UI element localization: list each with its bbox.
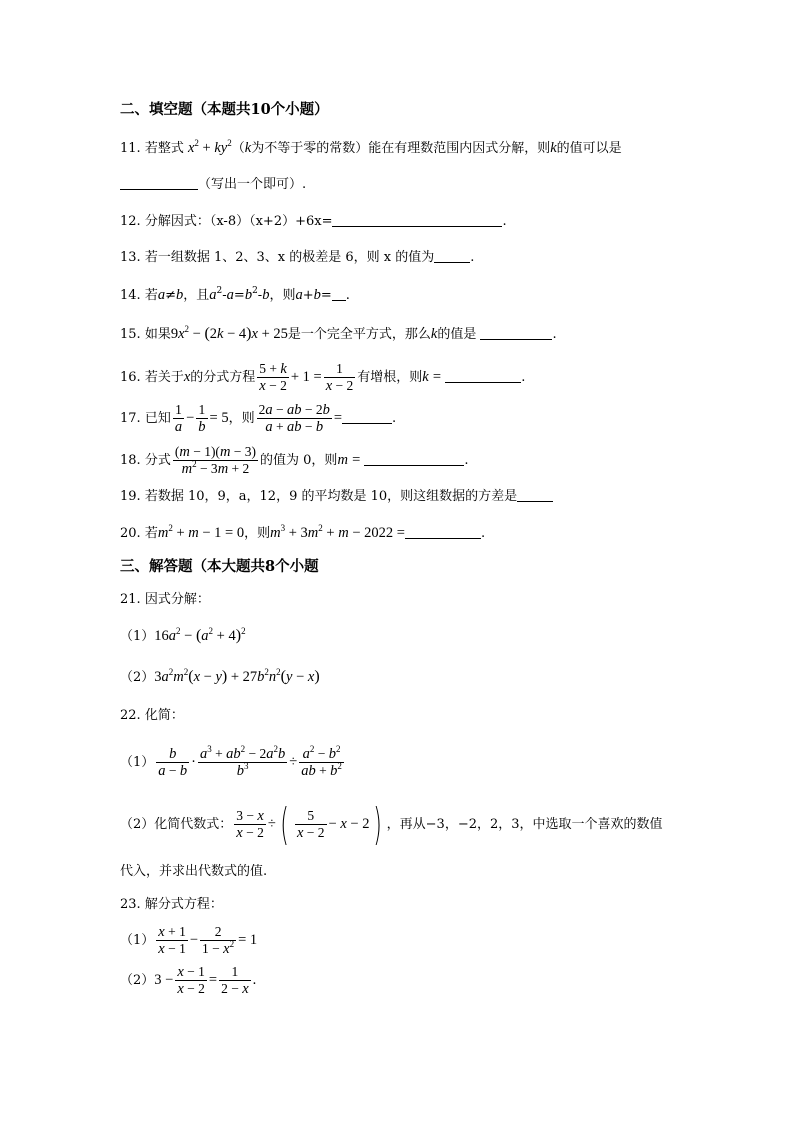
fraction: $\frac{b}{a - b}$: [158, 746, 188, 779]
fraction: $\frac{1}{2 - x}$: [221, 964, 249, 997]
answer-blank[interactable]: [332, 212, 502, 227]
question-11: 11. 若整式 $x^2 + ky^2(k$为不等于零的常数）能在有理数范围内因式分解，则k的值可以是: [120, 138, 622, 156]
q17-text-a: 已知: [144, 411, 171, 426]
fraction: $\frac{x - 1}{x - 2}$: [177, 964, 205, 997]
q22-number: 22.: [120, 708, 141, 723]
fraction: $\frac{1}{x - 2}$: [325, 361, 354, 394]
answer-blank[interactable]: [445, 368, 521, 383]
q13-number: 13.: [120, 250, 141, 265]
q13-end: .: [470, 250, 475, 265]
question-17: 17. 已知 $\frac{1}{a}$ − $\frac{1}{b}$ = 5，则 $\frac{2a - ab - 2b}{a + ab - b}$ = .: [120, 402, 397, 435]
q23-number: 23.: [120, 897, 141, 912]
answer-blank[interactable]: [120, 175, 198, 190]
q14-text-a: 若: [144, 288, 158, 303]
question-16: 16. 若关于x的分式方程 $\frac{5 + k}{x - 2}$ + 1 = $\frac{1}{x - 2}$ 有增根，则k = .: [120, 361, 526, 394]
question-23-part2: （2）3 − $\frac{x - 1}{x - 2}$ = $\frac{1}{2 - x}$ .: [120, 964, 257, 997]
question-21-part1: $(1)16a^2 - (a^2 + 4)^2$: [120, 626, 246, 644]
q21-p2-label: （2）: [120, 670, 155, 685]
q11-expression: $x^2 + ky^2$: [187, 138, 232, 156]
q20-text-b: ，则: [244, 526, 271, 541]
q23-text: 解分式方程：: [144, 897, 223, 912]
question-14: 14. 若a≠b，且$a^2-a=b^2-b$，则a+b= .: [120, 286, 350, 303]
fraction: $\frac{(m - 1)(m - 3)}{m^2 - 3m + 2}$: [174, 444, 257, 477]
fraction: $\frac{1}{b}$: [198, 402, 206, 435]
q22-p2-text-b: ，再从−3，−2，2，3，中选取一个喜欢的数值: [386, 817, 663, 832]
fraction: $\frac{2}{1 - x^2}$: [202, 924, 235, 957]
q11-text-b: （: [231, 141, 245, 156]
section-title-answer: 三、解答题（本大题共8个小题: [120, 558, 319, 575]
question-15: 15. 如果$9x^2 - (2k - 4)x + 25$是一个完全平方式，那么k的值是 .: [120, 324, 557, 342]
question-12: [120, 212, 507, 232]
question-22-part2-line2: [120, 862, 267, 882]
q16-text-a: 若关于: [144, 370, 184, 385]
fraction: $\frac{x + 1}{x - 1}$: [158, 924, 186, 957]
q22-p2-text-c: 代入，并求出代数式的值.: [120, 864, 268, 879]
q15-expression: $9x^2 - (2k - 4)x + 25$: [170, 324, 288, 342]
question-11-line2: [120, 175, 306, 195]
q13-text: 若一组数据 1、2、3、x 的极差是 6，则 x 的值为: [144, 250, 435, 265]
question-21-part2: $(2)3a^2m^2(x - y) + 27b^2n^2(y - x)$: [120, 667, 320, 685]
q11-text-c: 为不等于零的常数）能在有理数范围内因式分解，则: [251, 141, 551, 156]
q23-p1-label: （1）: [120, 933, 155, 948]
q11-number: 11.: [120, 141, 141, 156]
question-22-part1: （1） $\frac{b}{a - b}$ · $\frac{a^3 + ab^2 - 2a^2b}{b^3}$ ÷ $\frac{a^2 - b^2}{ab + b^2}$: [120, 744, 342, 779]
q22-p2-label: （2）化简代数式：: [120, 817, 233, 832]
q22-text: 化简：: [144, 708, 184, 723]
answer-blank[interactable]: [517, 487, 553, 502]
question-20: 20. 若$m^2 + m - 1 = 0$，则$m^3 + 3m^2 + m - 2022$ = .: [120, 523, 486, 541]
q15-number: 15.: [120, 327, 141, 342]
answer-blank[interactable]: [405, 524, 481, 539]
answer-blank[interactable]: [434, 248, 470, 263]
q18-end: .: [464, 453, 469, 468]
question-23-part1: （1） $\frac{x + 1}{x - 1}$ − $\frac{2}{1 - x^2}$ = 1: [120, 924, 258, 957]
q19-number: 19.: [120, 489, 141, 504]
q14-text-d: =: [320, 288, 332, 303]
fraction: $\frac{a^2 - b^2}{ab + b^2}$: [301, 744, 342, 779]
q19-text: 若数据 10，9，a，12，9 的平均数是 10，则这组数据的方差是: [144, 489, 518, 504]
q18-number: 18.: [120, 453, 141, 468]
answer-blank[interactable]: [332, 286, 346, 301]
fraction: $\frac{2a - ab - 2b}{a + ab - b}$: [258, 402, 330, 435]
q20-number: 20.: [120, 526, 141, 541]
q17-number: 17.: [120, 411, 141, 426]
q15-text-a: 如果: [144, 327, 171, 342]
fraction: $\frac{3 - x}{x - 2}$: [236, 808, 264, 841]
q11-text-a: 若整式: [144, 141, 184, 156]
question-22: [120, 706, 184, 726]
q15-text-c: 的值是: [437, 327, 477, 342]
question-21: [120, 590, 210, 610]
question-22-part2: （2）化简代数式： $\frac{3 - x}{x - 2}$ ÷( $\frac{5}{x - 2}$ − x − 2) ，再从−3，−2，2，3，中选取一个喜欢的数值: [120, 798, 663, 850]
q16-text-c: 有增根，则: [357, 370, 423, 385]
question-13: [120, 248, 474, 268]
question-19: [120, 487, 553, 507]
q21-number: 21.: [120, 592, 141, 607]
q22-p1-label: （1）: [120, 755, 155, 770]
q21-text: 因式分解：: [144, 592, 210, 607]
q12-text: 分解因式：（x-8）（x+2）+6x=: [144, 214, 333, 229]
section-title-fill-blank: 二、填空题（本题共10个小题）: [120, 101, 329, 118]
q21-p1-label: （1）: [120, 629, 155, 644]
fraction: $\frac{5 + k}{x - 2}$: [259, 361, 287, 394]
q11-text-e: （写出一个即可）.: [198, 177, 307, 192]
q12-end: .: [502, 214, 507, 229]
q14-text-b: ，且: [183, 288, 210, 303]
q18-text-b: 的值为 0，则: [260, 453, 338, 468]
q14-end: .: [345, 288, 350, 303]
q14-text-c: ，则: [269, 288, 296, 303]
q18-text-a: 分式: [144, 453, 171, 468]
q23-p2-label: （2）: [120, 973, 155, 988]
fraction: $\frac{5}{x - 2}$: [296, 808, 325, 841]
fraction: $\frac{1}{a}$: [174, 402, 183, 435]
q14-number: 14.: [120, 288, 141, 303]
question-18: 18. 分式 $\frac{(m - 1)(m - 3)}{m^2 - 3m + 2}$ 的值为 0，则m = .: [120, 444, 469, 477]
q16-number: 16.: [120, 370, 141, 385]
q12-number: 12.: [120, 214, 141, 229]
question-23: [120, 895, 223, 915]
answer-blank[interactable]: [364, 451, 464, 466]
q20-end: .: [480, 526, 486, 541]
q20-text-a: 若: [144, 526, 158, 541]
answer-blank[interactable]: [342, 409, 392, 424]
fraction: $\frac{a^3 + ab^2 - 2a^2b}{b^3}$: [200, 744, 286, 779]
q15-text-b: 是一个完全平方式，那么: [287, 327, 431, 342]
q15-end: .: [552, 327, 557, 342]
q16-text-b: 的分式方程: [190, 370, 256, 385]
q17-text-b: ，则: [228, 411, 255, 426]
q11-text-d: 的值可以是: [556, 141, 622, 156]
q17-end: .: [392, 411, 397, 426]
q16-end: .: [521, 370, 526, 385]
answer-blank[interactable]: [480, 325, 552, 340]
